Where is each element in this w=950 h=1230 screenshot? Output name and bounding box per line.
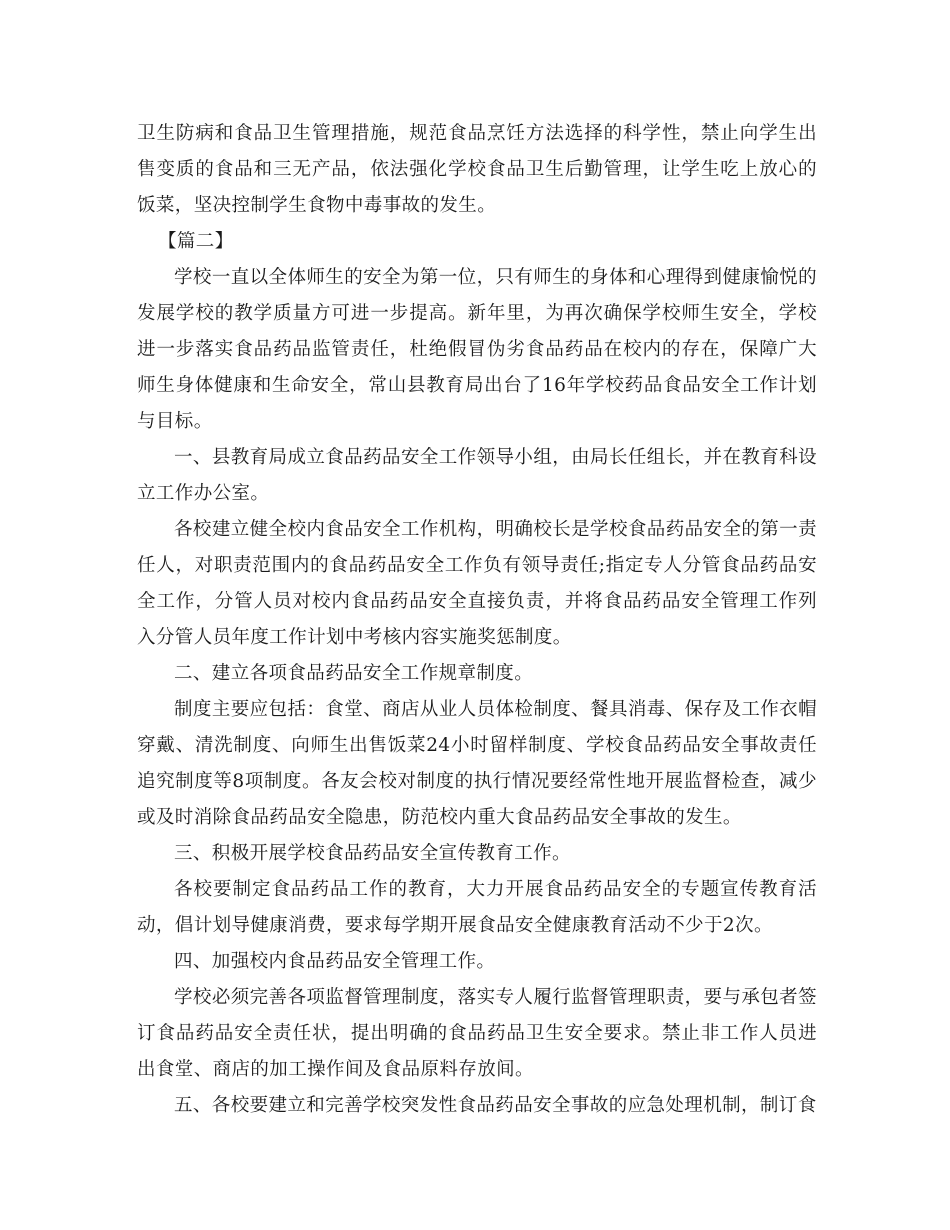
paragraph-item-2: 二、建立各项食品药品安全工作规章制度。 xyxy=(174,663,534,684)
paragraph-item-5: 五、各校要建立和完善学校突发性食品药品安全事故的应急处理机制，制订食 xyxy=(174,1095,817,1116)
paragraph-continuation: 卫生防病和食品卫生管理措施，规范食品烹饪方法选择的科学性，禁止向学生出售变质的食品和三无产品，依法强化学校食品卫生后勤管理，让学生吃上放心的饭菜，坚决控制学生食物中毒事故的发生。 xyxy=(137,123,817,216)
paragraph-item-1: 一、县教育局成立食品药品安全工作领导小组，由局长任组长，并在教育科设立工作办公室。 xyxy=(137,447,817,504)
paragraph-item-4-detail: 学校必须完善各项监督管理制度，落实专人履行监督管理职责，要与承包者签订食品药品安全责任状，提出明确的食品药品卫生安全要求。禁止非工作人员进出食堂、商店的加工操作间及食品原料存放间。 xyxy=(137,987,817,1080)
paragraph-intro: 学校一直以全体师生的安全为第一位，只有师生的身体和心理得到健康愉悦的发展学校的教学质量方可进一步提高。新年里，为再次确保学校师生安全，学校进一步落实食品药品监管责任，杜绝假冒伪劣食品药品在校内的存在，保障广大师生身体健康和生命安全，常山县教育局出台了16年学校药品食品安全工作计划与目标。 xyxy=(137,267,817,432)
paragraph-item-3-detail: 各校要制定食品药品工作的教育，大力开展食品药品安全的专题宣传教育活动，倡计划导健康消费，要求每学期开展食品安全健康教育活动不少于2次。 xyxy=(137,879,817,936)
section-heading-part-two: 【篇二】 xyxy=(158,231,234,252)
paragraph-item-4: 四、加强校内食品药品安全管理工作。 xyxy=(174,951,496,972)
paragraph-item-3: 三、积极开展学校食品药品安全宣传教育工作。 xyxy=(174,843,571,864)
paragraph-item-2-detail: 制度主要应包括：食堂、商店从业人员体检制度、餐具消毒、保存及工作衣帽穿戴、清洗制度、向师生出售饭菜24小时留样制度、学校食品药品安全事故责任追究制度等8项制度。各友会校对制度的执行情况要经常性地开展监督检查，减少或及时消除食品药品安全隐患，防范校内重大食品药品安全事故的发生。 xyxy=(137,699,817,828)
paragraph-item-1-detail: 各校建立健全校内食品安全工作机构，明确校长是学校食品药品安全的第一责任人，对职责范围内的食品药品安全工作负有领导责任;指定专人分管食品药品安全工作，分管人员对校内食品药品安全直接负责，并将食品药品安全管理工作列入分管人员年度工作计划中考核内容实施奖惩制度。 xyxy=(137,519,817,648)
document-body xyxy=(137,116,817,1124)
